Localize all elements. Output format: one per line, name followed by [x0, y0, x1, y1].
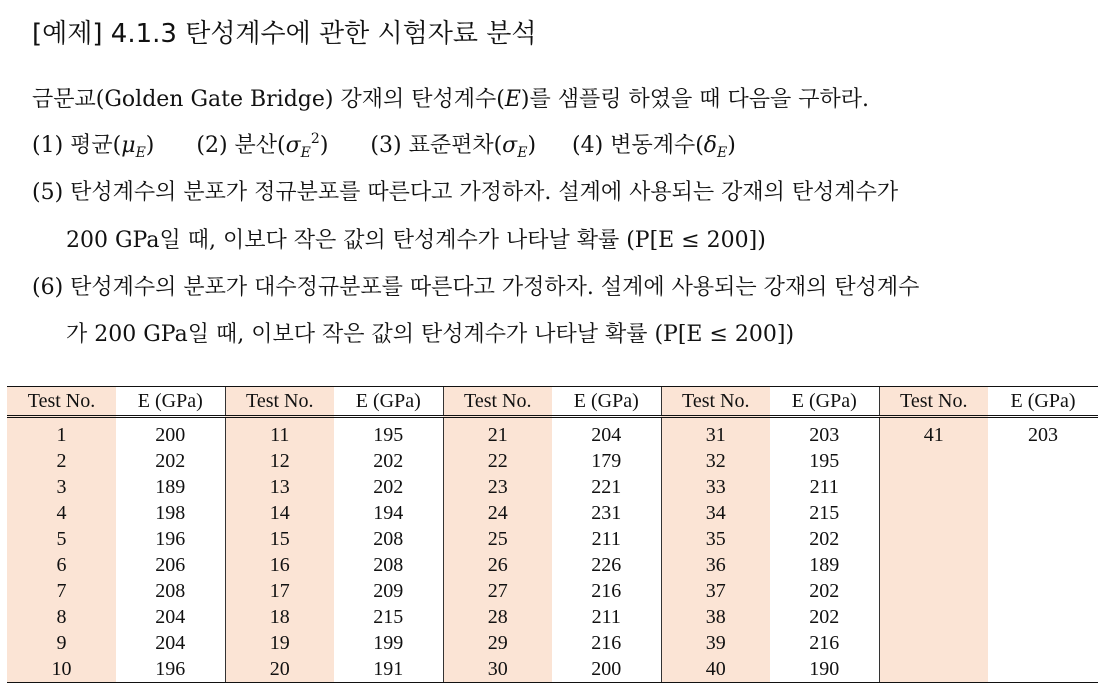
- cell-e-value: 202: [116, 448, 225, 474]
- cell-test-no: 17: [225, 578, 334, 604]
- cell-test-no: 36: [661, 552, 770, 578]
- cell-test-no: 4: [7, 500, 116, 526]
- cell-e-value: 195: [334, 417, 443, 449]
- cell-test-no: 10: [7, 656, 116, 682]
- table-row: [7, 417, 1098, 449]
- cell-e-value: 200: [552, 656, 661, 682]
- cell-e-value: 231: [552, 500, 661, 526]
- cell-e-value: 215: [334, 604, 443, 630]
- problem-intro: [32, 82, 869, 113]
- question-4: (4) 변동계수$(\delta_E)$: [572, 133, 736, 161]
- question-6-line-1: (6) 탄성계수의 분포가 대수정규분포를 따른다고 가정하자. 설계에 사용되는 강재의 탄성계수: [32, 275, 920, 300]
- cell-e-value: 204: [116, 630, 225, 656]
- cell-e-value: 203: [770, 417, 879, 449]
- cell-test-no: 32: [661, 448, 770, 474]
- header-test-no: Test No.: [879, 387, 988, 417]
- cell-e-value: [988, 448, 1098, 474]
- cell-test-no: 30: [443, 656, 552, 682]
- cell-e-value: 202: [334, 448, 443, 474]
- data-table: [7, 386, 1098, 683]
- cell-test-no: 16: [225, 552, 334, 578]
- cell-test-no: [879, 630, 988, 656]
- header-test-no: Test No.: [7, 387, 116, 417]
- intro-variable: E: [504, 87, 521, 112]
- cell-e-value: [988, 526, 1098, 552]
- cell-test-no: 40: [661, 656, 770, 682]
- cell-e-value: 202: [770, 526, 879, 552]
- cell-test-no: 19: [225, 630, 334, 656]
- cell-e-value: 208: [334, 552, 443, 578]
- cell-e-value: 211: [552, 604, 661, 630]
- cell-test-no: 13: [225, 474, 334, 500]
- cell-e-value: 211: [770, 474, 879, 500]
- cell-test-no: 26: [443, 552, 552, 578]
- cell-test-no: 37: [661, 578, 770, 604]
- table-row: [7, 656, 1098, 682]
- cell-e-value: 221: [552, 474, 661, 500]
- header-e-gpa: E (GPa): [116, 387, 225, 417]
- cell-e-value: 206: [116, 552, 225, 578]
- header-e-gpa: E (GPa): [770, 387, 879, 417]
- cell-e-value: 202: [770, 604, 879, 630]
- table-row: [7, 526, 1098, 552]
- cell-e-value: 203: [1028, 424, 1058, 446]
- cell-e-value: 196: [116, 656, 225, 682]
- cell-test-no: 3: [7, 474, 116, 500]
- cell-e-value: 196: [116, 526, 225, 552]
- cell-test-no: 28: [443, 604, 552, 630]
- cell-e-value: 216: [552, 630, 661, 656]
- cell-test-no: 5: [7, 526, 116, 552]
- cell-test-no: 2: [7, 448, 116, 474]
- cell-e-value: 200: [116, 417, 225, 449]
- cell-e-value: 194: [334, 500, 443, 526]
- table-row: [7, 604, 1098, 630]
- cell-e-value: 226: [552, 552, 661, 578]
- cell-test-no: [879, 656, 988, 682]
- cell-test-no: 23: [443, 474, 552, 500]
- cell-test-no: 7: [7, 578, 116, 604]
- question-3: (3) 표준편차$(\sigma_E)$: [370, 133, 537, 161]
- cell-e-value: 215: [770, 500, 879, 526]
- header-test-no: Test No.: [225, 387, 334, 417]
- cell-test-no: 31: [661, 417, 770, 449]
- cell-test-no: [879, 500, 988, 526]
- cell-e-value: [988, 630, 1098, 656]
- header-test-no: Test No.: [443, 387, 552, 417]
- cell-test-no: 34: [661, 500, 770, 526]
- table-row: [7, 448, 1098, 474]
- cell-e-value: 199: [334, 630, 443, 656]
- table-row: [7, 500, 1098, 526]
- cell-test-no: 41: [879, 417, 988, 449]
- cell-test-no: [879, 526, 988, 552]
- cell-e-value: 211: [552, 526, 661, 552]
- cell-test-no: 9: [7, 630, 116, 656]
- cell-e-value: 179: [552, 448, 661, 474]
- cell-e-value: 216: [770, 630, 879, 656]
- cell-test-no: [879, 552, 988, 578]
- cell-e-value: 216: [552, 578, 661, 604]
- cell-test-no: 38: [661, 604, 770, 630]
- question-5-line-2: 200 GPa일 때, 이보다 작은 값의 탄성계수가 나타날 확률 (P[E ≤ 200]): [66, 228, 766, 253]
- cell-test-no: [879, 448, 988, 474]
- intro-text-end: )를 샘플링 하였을 때 다음을 구하라.: [520, 87, 869, 112]
- cell-test-no: 27: [443, 578, 552, 604]
- table-body: [7, 417, 1098, 683]
- cell-e-value: 202: [770, 578, 879, 604]
- header-e-gpa: E (GPa): [334, 387, 443, 417]
- cell-test-no: 18: [225, 604, 334, 630]
- cell-e-value: 189: [770, 552, 879, 578]
- cell-e-value: 202: [334, 474, 443, 500]
- cell-e-value: 198: [116, 500, 225, 526]
- cell-e-value: [988, 578, 1098, 604]
- page-title: [예제] 4.1.3 탄성계수에 관한 시험자료 분석: [32, 19, 537, 49]
- cell-e-value: 208: [116, 578, 225, 604]
- questions-1-4: [32, 128, 736, 161]
- cell-test-no: 39: [661, 630, 770, 656]
- cell-test-no: 35: [661, 526, 770, 552]
- table-row: [7, 578, 1098, 604]
- cell-test-no: 6: [7, 552, 116, 578]
- question-5-line-1: (5) 탄성계수의 분포가 정규분포를 따른다고 가정하자. 설계에 사용되는 강재의 탄성계수가: [32, 180, 899, 205]
- cell-test-no: 15: [225, 526, 334, 552]
- cell-test-no: 1: [7, 417, 116, 449]
- cell-test-no: 22: [443, 448, 552, 474]
- table-row: [7, 552, 1098, 578]
- cell-test-no: 20: [225, 656, 334, 682]
- cell-e-value: 190: [770, 656, 879, 682]
- cell-e-value: 209: [334, 578, 443, 604]
- intro-text: 금문교(Golden Gate Bridge) 강재의 탄성계수(: [32, 87, 505, 112]
- cell-test-no: [879, 578, 988, 604]
- cell-e-value: 195: [770, 448, 879, 474]
- cell-e-value: 204: [116, 604, 225, 630]
- cell-test-no: 12: [225, 448, 334, 474]
- question-6-line-2: 가 200 GPa일 때, 이보다 작은 값의 탄성계수가 나타날 확률 (P[E ≤ 200]): [66, 322, 795, 347]
- cell-e-value: [988, 552, 1098, 578]
- cell-e-value: 204: [552, 417, 661, 449]
- cell-test-no: [879, 474, 988, 500]
- table-row: [7, 630, 1098, 656]
- question-2: (2) 분산$(\sigma_E^2)$: [196, 131, 329, 161]
- cell-test-no: 33: [661, 474, 770, 500]
- cell-test-no: 25: [443, 526, 552, 552]
- cell-test-no: 24: [443, 500, 552, 526]
- cell-e-value: [988, 656, 1098, 682]
- cell-e-value: [988, 604, 1098, 630]
- header-e-gpa: E (GPa): [552, 387, 661, 417]
- cell-e-value: 191: [334, 656, 443, 682]
- cell-test-no: 14: [225, 500, 334, 526]
- cell-test-no: [879, 604, 988, 630]
- cell-test-no: 8: [7, 604, 116, 630]
- table-row: [7, 474, 1098, 500]
- header-test-no: Test No.: [661, 387, 770, 417]
- cell-test-no: 29: [443, 630, 552, 656]
- cell-e-value: 208: [334, 526, 443, 552]
- cell-e-value: [988, 474, 1098, 500]
- question-1: (1) 평균$(\mu_E)$: [32, 133, 155, 161]
- table-header-row: [7, 387, 1098, 417]
- cell-e-value: [988, 500, 1098, 526]
- cell-test-no: 21: [443, 417, 552, 449]
- header-e-gpa: E (GPa): [988, 387, 1098, 417]
- cell-e-value: 189: [116, 474, 225, 500]
- cell-test-no: 11: [225, 417, 334, 449]
